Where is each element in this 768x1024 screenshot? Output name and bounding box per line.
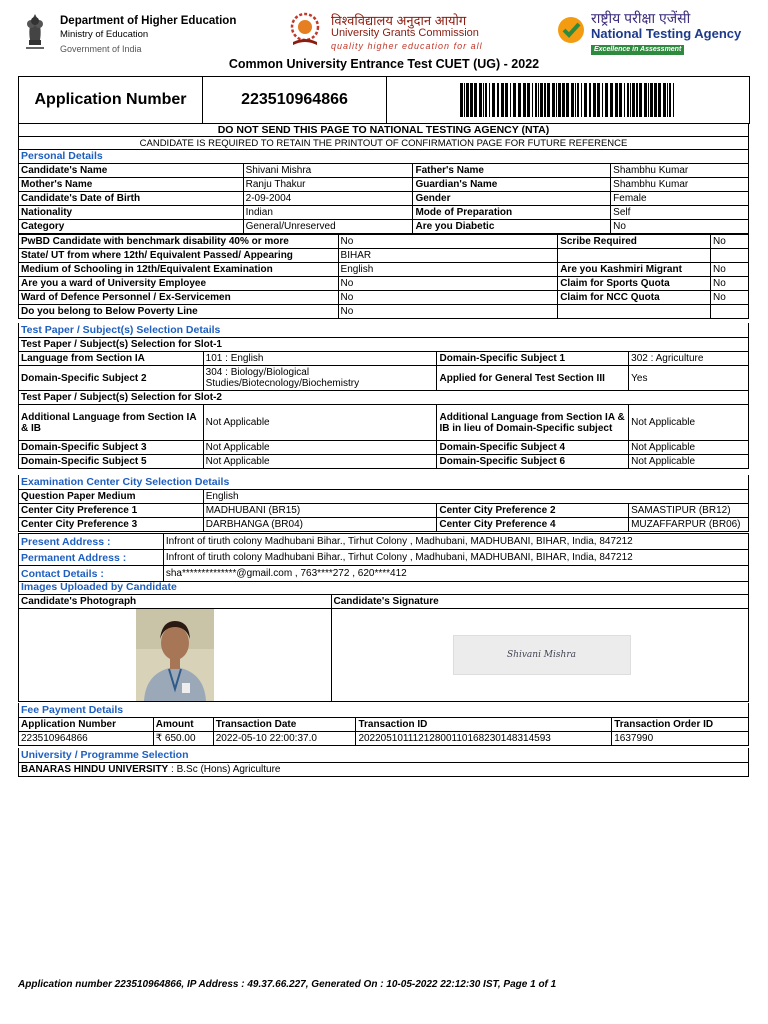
center-city-label: Center City Preference 1 [19, 504, 204, 518]
barcode-bar [615, 83, 618, 117]
images-section [18, 580, 749, 702]
personal-extra-row [19, 277, 749, 291]
barcode-bar [575, 83, 576, 117]
page-footer: Application number 223510964866, IP Address : 49.37.66.227, Generated On : 10-05-2022 22:12:30 IST, Page 1 of 1 [18, 979, 557, 990]
personal-label: Are you Diabetic [413, 220, 611, 234]
barcode-bar [605, 83, 608, 117]
personal-extra-row [19, 291, 749, 305]
barcode-bar [581, 83, 582, 117]
personal-extra-label: Are you a ward of University Employee [19, 277, 339, 291]
barcode-bar [527, 83, 530, 117]
barcode-bar [485, 83, 487, 117]
personal-label: Candidate's Name [19, 164, 244, 178]
barcode-bar [639, 83, 642, 117]
nta-english-name: National Testing Agency [591, 26, 742, 41]
fee-header-transaction-order-id: Transaction Order ID [612, 718, 749, 732]
present-address-value: Infront of tiruth colony Madhubani Bihar., Tirhut Colony , Madhubani, MADHUBANI, BIHAR, India, 847212 [163, 534, 748, 550]
personal-label: Gender [413, 192, 611, 206]
barcode-bar [663, 83, 666, 117]
barcode-bar [556, 83, 557, 117]
signature-cell [331, 609, 749, 702]
ugc-english-name: University Grants Commission [331, 27, 479, 39]
personal-value: General/Unreserved [243, 220, 413, 234]
test-paper-table [18, 337, 749, 469]
slot1-label: Domain-Specific Subject 2 [19, 366, 204, 391]
university-heading: University / Programme Selection [18, 748, 749, 762]
barcode-bar [650, 83, 653, 117]
barcode-bar [667, 83, 668, 117]
barcode-bar [577, 83, 579, 117]
barcode-bar [589, 83, 591, 117]
center-city-value: MADHUBANI (BR15) [203, 504, 437, 518]
signature-text: Shivani Mishra [506, 650, 576, 660]
barcode-bar [658, 83, 661, 117]
barcode-bar [648, 83, 649, 117]
personal-extra-label [558, 249, 711, 263]
personal-details-table [18, 163, 749, 234]
personal-details-section [18, 149, 749, 319]
address-table [18, 533, 749, 582]
personal-extra-value: No [338, 277, 558, 291]
barcode-bar [523, 83, 526, 117]
center-city-label: Center City Preference 2 [437, 504, 629, 518]
personal-extra-label: Ward of Defence Personnel / Ex-Servicemen [19, 291, 339, 305]
slot2-label: Domain-Specific Subject 4 [437, 441, 629, 455]
slot1-label: Domain-Specific Subject 1 [437, 352, 629, 366]
barcode-bar [466, 83, 469, 117]
notice-retain-printout: CANDIDATE IS REQUIRED TO RETAIN THE PRINTOUT OF CONFIRMATION PAGE FOR FUTURE REFERENCE [18, 136, 749, 150]
barcode-bar [544, 83, 546, 117]
personal-extra-value [711, 305, 749, 319]
barcode-bar [644, 83, 647, 117]
personal-label: Candidate's Date of Birth [19, 192, 244, 206]
barcode-bar [673, 83, 674, 117]
university-name: BANARAS HINDU UNIVERSITY [21, 764, 169, 775]
barcode-bar [584, 83, 587, 117]
personal-value: 2-09-2004 [243, 192, 413, 206]
signature-image [453, 635, 631, 675]
fee-header-application-number: Application Number [19, 718, 154, 732]
barcode-bar [489, 83, 490, 117]
center-city-row [19, 504, 749, 518]
slot2-row [19, 405, 749, 441]
university-table [18, 762, 749, 777]
personal-value: Indian [243, 206, 413, 220]
barcode-bar [602, 83, 603, 117]
fee-table [18, 717, 749, 746]
personal-extra-label: Claim for NCC Quota [558, 291, 711, 305]
barcode-bar [474, 83, 477, 117]
question-medium-value: English [203, 490, 748, 504]
application-number-box [18, 76, 750, 124]
fee-heading: Fee Payment Details [18, 703, 749, 717]
fee-application-number: 223510964866 [19, 732, 154, 746]
slot1-title: Test Paper / Subject(s) Selection for Slot-1 [19, 338, 749, 352]
barcode-bar [552, 83, 555, 117]
fee-transaction-id: 20220510111212800110168230148314593 [356, 732, 612, 746]
slot1-label: Applied for General Test Section III [437, 366, 629, 391]
department-title: Department of Higher Education [60, 15, 237, 27]
personal-row [19, 178, 749, 192]
personal-row [19, 220, 749, 234]
center-city-value: MUZAFFARPUR (BR06) [629, 518, 749, 532]
slot1-value: 101 : English [203, 352, 437, 366]
slot2-title: Test Paper / Subject(s) Selection for Slot-2 [19, 391, 749, 405]
slot1-value: 302 : Agriculture [629, 352, 749, 366]
department-block [60, 14, 236, 56]
barcode-bar [597, 83, 600, 117]
personal-extra-value: No [711, 235, 749, 249]
barcode-bar [632, 83, 635, 117]
slot1-row [19, 366, 749, 391]
slot1-value: 304 : Biology/Biological Studies/Biotecnology/Biochemistry [203, 366, 437, 391]
ministry-name: Ministry of Education [60, 29, 149, 40]
personal-row [19, 206, 749, 220]
slot2-row [19, 455, 749, 469]
nta-hindi-name: राष्ट्रीय परीक्षा एजेंसी [591, 10, 691, 26]
fee-header-amount: Amount [153, 718, 213, 732]
barcode-icon [458, 83, 678, 117]
center-city-label: Center City Preference 3 [19, 518, 204, 532]
personal-value: Shambhu Kumar [611, 178, 749, 192]
barcode-cell [387, 77, 750, 124]
personal-label: Father's Name [413, 164, 611, 178]
exam-center-heading: Examination Center City Selection Details [18, 475, 749, 489]
barcode-bar [654, 83, 657, 117]
nta-badge: Excellence in Assessment [591, 45, 684, 55]
barcode-bar [492, 83, 495, 117]
government-name: Government of India [60, 44, 142, 54]
barcode-bar [636, 83, 638, 117]
personal-extra-label: Do you belong to Below Poverty Line [19, 305, 339, 319]
slot2-value: Not Applicable [629, 455, 749, 469]
slot2-value: Not Applicable [203, 455, 437, 469]
contact-details-value: sha**************@gmail.com , 763****272 , 620****412 [163, 566, 748, 582]
slot2-label: Additional Language from Section IA & IB in lieu of Domain-Specific subject [437, 405, 629, 441]
personal-value: Ranju Thakur [243, 178, 413, 192]
slot2-value: Not Applicable [629, 405, 749, 441]
barcode-bar [505, 83, 508, 117]
present-address-label: Present Address : [19, 534, 164, 550]
personal-extra-value: English [338, 263, 558, 277]
exam-center-section [18, 475, 749, 532]
slot2-label: Domain-Specific Subject 3 [19, 441, 204, 455]
barcode-bar [627, 83, 629, 117]
personal-extra-label: State/ UT from where 12th/ Equivalent Passed/ Appearing [19, 249, 339, 263]
personal-value: Shambhu Kumar [611, 164, 749, 178]
slot2-row [19, 441, 749, 455]
slot2-value: Not Applicable [203, 441, 437, 455]
images-table [18, 594, 749, 702]
barcode-bar [479, 83, 482, 117]
barcode-bar [532, 83, 533, 117]
national-emblem-icon [20, 10, 50, 54]
page-header [0, 0, 768, 71]
slot1-label: Language from Section IA [19, 352, 204, 366]
permanent-address-label: Permanent Address : [19, 550, 164, 566]
barcode-bar [619, 83, 622, 117]
university-row [19, 763, 749, 777]
barcode-bar [513, 83, 516, 117]
personal-value: Self [611, 206, 749, 220]
images-heading: Images Uploaded by Candidate [18, 580, 749, 594]
question-medium-label: Question Paper Medium [19, 490, 204, 504]
personal-details-heading: Personal Details [18, 149, 749, 163]
center-city-value: SAMASTIPUR (BR12) [629, 504, 749, 518]
barcode-bar [460, 83, 463, 117]
personal-extra-row [19, 249, 749, 263]
barcode-bar [518, 83, 521, 117]
personal-label: Nationality [19, 206, 244, 220]
application-number-label: Application Number [19, 77, 203, 124]
exam-center-table [18, 489, 749, 532]
fee-header-transaction-id: Transaction ID [356, 718, 612, 732]
signature-label: Candidate's Signature [331, 595, 749, 609]
fee-section [18, 703, 749, 746]
barcode-bar [464, 83, 465, 117]
application-number-value: 223510964866 [203, 77, 387, 124]
barcode-bar [630, 83, 631, 117]
center-city-label: Center City Preference 4 [437, 518, 629, 532]
personal-extra-row [19, 235, 749, 249]
barcode-bar [610, 83, 613, 117]
personal-extra-label: Medium of Schooling in 12th/Equivalent Examination [19, 263, 339, 277]
programme-name: : B.Sc (Hons) Agriculture [168, 764, 281, 775]
personal-row [19, 192, 749, 206]
fee-transaction-date: 2022-05-10 22:00:37.0 [213, 732, 356, 746]
slot2-label: Domain-Specific Subject 5 [19, 455, 204, 469]
personal-label: Category [19, 220, 244, 234]
personal-label: Guardian's Name [413, 178, 611, 192]
slot1-value: Yes [629, 366, 749, 391]
personal-details-table-2 [18, 234, 749, 319]
fee-amount: ₹ 650.00 [153, 732, 213, 746]
personal-extra-value: No [711, 291, 749, 305]
personal-extra-value: No [338, 305, 558, 319]
barcode-bar [562, 83, 565, 117]
barcode-bar [538, 83, 539, 117]
barcode-bar [547, 83, 550, 117]
page-title: Common University Entrance Test CUET (UG) - 2022 [228, 57, 540, 71]
ugc-hindi-name: विश्वविद्यालय अनुदान आयोग [331, 13, 467, 28]
personal-value: Female [611, 192, 749, 206]
photo-label: Candidate's Photograph [19, 595, 332, 609]
slot2-label: Additional Language from Section IA & IB [19, 405, 204, 441]
barcode-bar [501, 83, 504, 117]
notice-do-not-send: DO NOT SEND THIS PAGE TO NATIONAL TESTING AGENCY (NTA) [18, 123, 749, 137]
photo-cell [19, 609, 332, 702]
test-paper-heading: Test Paper / Subject(s) Selection Details [18, 323, 749, 337]
personal-extra-value: BIHAR [338, 249, 558, 263]
barcode-bar [535, 83, 537, 117]
personal-extra-label: Scribe Required [558, 235, 711, 249]
barcode-bar [497, 83, 499, 117]
slot2-value: Not Applicable [203, 405, 437, 441]
barcode-bar [470, 83, 473, 117]
test-paper-section [18, 323, 749, 469]
personal-extra-label: PwBD Candidate with benchmark disability 40% or more [19, 235, 339, 249]
personal-extra-value [711, 249, 749, 263]
personal-label: Mother's Name [19, 178, 244, 192]
personal-extra-label [558, 305, 711, 319]
personal-extra-label: Are you Kashmiri Migrant [558, 263, 711, 277]
personal-extra-label: Claim for Sports Quota [558, 277, 711, 291]
personal-extra-value: No [711, 263, 749, 277]
barcode-bar [669, 83, 671, 117]
barcode-bar [483, 83, 484, 117]
personal-row [19, 164, 749, 178]
barcode-bar [510, 83, 511, 117]
barcode-bar [540, 83, 543, 117]
permanent-address-value: Infront of tiruth colony Madhubani Bihar., Tirhut Colony , Madhubani, MADHUBANI, BIHAR, India, 847212 [163, 550, 748, 566]
personal-extra-value: No [338, 291, 558, 305]
personal-extra-row [19, 305, 749, 319]
center-city-row [19, 518, 749, 532]
nta-check-logo-icon [557, 16, 585, 44]
fee-header-transaction-date: Transaction Date [213, 718, 356, 732]
slot2-label: Domain-Specific Subject 6 [437, 455, 629, 469]
ugc-logo-icon [287, 12, 323, 50]
candidate-photo [136, 609, 214, 701]
personal-extra-row [19, 263, 749, 277]
barcode-bar [558, 83, 561, 117]
personal-extra-value: No [711, 277, 749, 291]
center-city-value: DARBHANGA (BR04) [203, 518, 437, 532]
personal-value: Shivani Mishra [243, 164, 413, 178]
barcode-bar [566, 83, 569, 117]
barcode-bar [571, 83, 574, 117]
personal-label: Mode of Preparation [413, 206, 611, 220]
slot2-value: Not Applicable [629, 441, 749, 455]
slot1-row [19, 352, 749, 366]
fee-transaction-order-id: 1637990 [612, 732, 749, 746]
personal-value: No [611, 220, 749, 234]
contact-details-label: Contact Details : [19, 566, 164, 582]
university-section [18, 748, 749, 777]
barcode-bar [624, 83, 625, 117]
personal-extra-value: No [338, 235, 558, 249]
ugc-tagline: quality higher education for all [331, 41, 483, 51]
barcode-bar [593, 83, 596, 117]
